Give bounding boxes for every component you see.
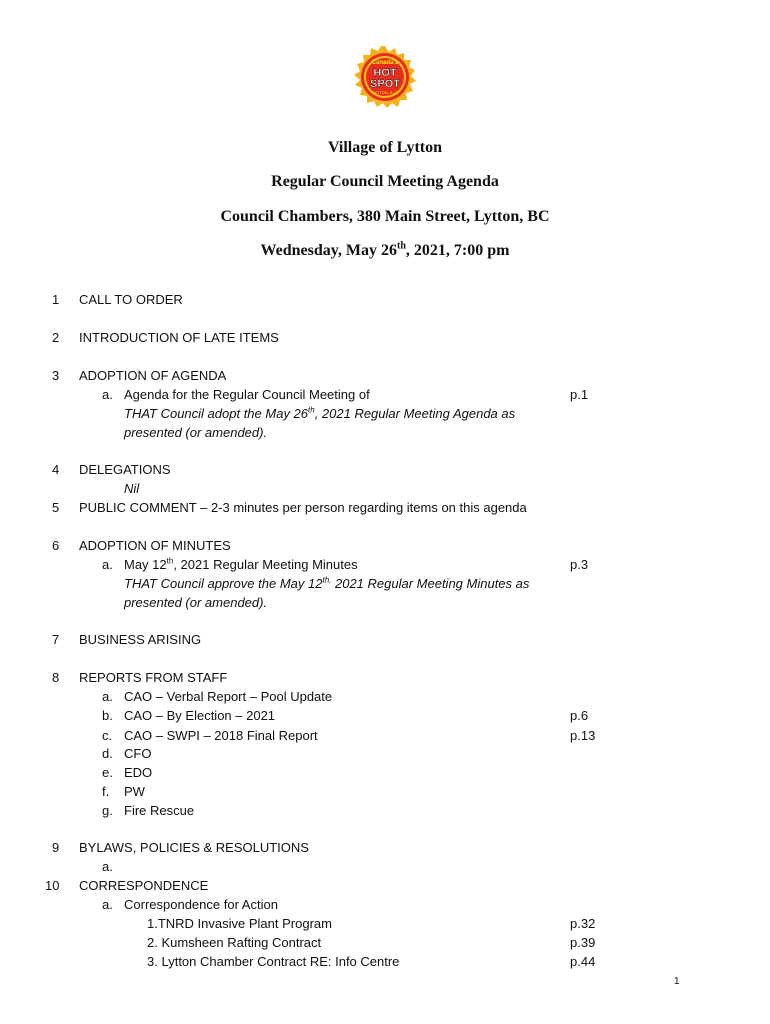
item-heading: INTRODUCTION OF LATE ITEMS <box>79 330 279 345</box>
date-post: , 2021, 7:00 pm <box>405 242 510 259</box>
item-heading: CORRESPONDENCE <box>79 878 209 893</box>
page-reference: p.13 <box>570 728 596 743</box>
item-number: 9 <box>52 840 60 855</box>
sub-item-text: Fire Rescue <box>124 803 195 818</box>
canadas-hot-spot-logo <box>354 46 416 108</box>
item-number: 6 <box>52 538 60 553</box>
sub-item-text: CAO – SWPI – 2018 Final Report <box>124 728 318 743</box>
motion-text: presented (or amended). <box>124 425 268 440</box>
org-name: Village of Lytton <box>327 139 443 156</box>
minutes-pre: May 12 <box>124 557 167 572</box>
logo-text-4: LYTTON, B.C. <box>372 90 398 95</box>
logo-text-3: SPOT <box>370 78 400 90</box>
sub-item-text: Correspondence for Action <box>124 897 278 912</box>
minutes-sup: th <box>166 556 174 566</box>
sub-label: f. <box>102 784 110 799</box>
item-number: 8 <box>52 670 60 685</box>
page-reference: p.6 <box>570 708 589 723</box>
sub-item-text: PW <box>124 784 145 799</box>
item-heading: DELEGATIONS <box>79 462 171 477</box>
agenda-title: Regular Council Meeting Agenda <box>271 173 499 190</box>
page-reference: p.3 <box>570 557 589 572</box>
correspondence-item: 3. Lytton Chamber Contract RE: Info Centre <box>147 954 400 969</box>
minutes-post: , 2021 Regular Meeting Minutes <box>173 557 358 572</box>
date-sup: th <box>397 240 406 252</box>
meeting-location: Council Chambers, 380 Main Street, Lytton, BC <box>220 208 550 225</box>
page-reference: p.44 <box>570 954 596 969</box>
item-number: 7 <box>52 632 60 647</box>
page-number: 1 <box>674 976 680 987</box>
item-number: 1 <box>52 292 60 307</box>
page-reference: p.32 <box>570 916 596 931</box>
item-heading: BYLAWS, POLICIES & RESOLUTIONS <box>79 840 309 855</box>
date-pre: Wednesday, May 26 <box>260 242 397 259</box>
motion-text <box>124 406 515 421</box>
item-heading: REPORTS FROM STAFF <box>79 670 228 685</box>
motion-text <box>124 576 529 591</box>
correspondence-item: 2. Kumsheen Rafting Contract <box>147 935 322 950</box>
motion-sup: th, <box>322 575 332 585</box>
page-reference: p.1 <box>570 387 589 402</box>
sub-label: d. <box>102 746 113 761</box>
item-number: 3 <box>52 368 60 383</box>
motion-pre: THAT Council approve the May 12 <box>124 576 323 591</box>
motion-pre: THAT Council adopt the May 26 <box>124 406 309 421</box>
sub-label: a. <box>102 557 113 572</box>
item-number: 10 <box>45 878 60 893</box>
item-number: 4 <box>52 462 60 477</box>
sub-item-text: Agenda for the Regular Council Meeting of <box>124 387 370 402</box>
sub-item-text <box>124 557 358 572</box>
item-heading: PUBLIC COMMENT – 2-3 minutes per person regarding items on this agenda <box>79 500 527 515</box>
motion-post: , 2021 Regular Meeting Agenda as <box>314 406 516 421</box>
item-heading: BUSINESS ARISING <box>79 632 202 647</box>
meeting-date <box>0 242 770 260</box>
item-number: 5 <box>52 500 60 515</box>
sub-item-text: CAO – By Election – 2021 <box>124 708 276 723</box>
logo-text-1: Canada's <box>371 60 399 66</box>
sub-label: e. <box>102 765 113 780</box>
sub-label: g. <box>102 803 113 818</box>
logo-text-2: HOT <box>373 67 397 79</box>
sub-label: a. <box>102 897 113 912</box>
motion-sup: th <box>308 405 315 415</box>
correspondence-item: 1.TNRD Invasive Plant Program <box>147 916 332 931</box>
nil-text: Nil <box>124 481 140 496</box>
sub-label: b. <box>102 708 113 723</box>
motion-text: presented (or amended). <box>124 595 268 610</box>
sub-label: a. <box>102 689 113 704</box>
item-heading: ADOPTION OF MINUTES <box>79 538 231 553</box>
sub-item-text: CFO <box>124 746 152 761</box>
page-reference: p.39 <box>570 935 596 950</box>
sub-label: c. <box>102 728 113 743</box>
sub-label: a. <box>102 387 113 402</box>
item-heading: ADOPTION OF AGENDA <box>79 368 227 383</box>
sub-item-text: CAO – Verbal Report – Pool Update <box>124 689 333 704</box>
motion-post: 2021 Regular Meeting Minutes as <box>331 576 530 591</box>
item-number: 2 <box>52 330 60 345</box>
sub-item-text: EDO <box>124 765 153 780</box>
item-heading: CALL TO ORDER <box>79 292 183 307</box>
sub-label: a. <box>102 859 113 874</box>
